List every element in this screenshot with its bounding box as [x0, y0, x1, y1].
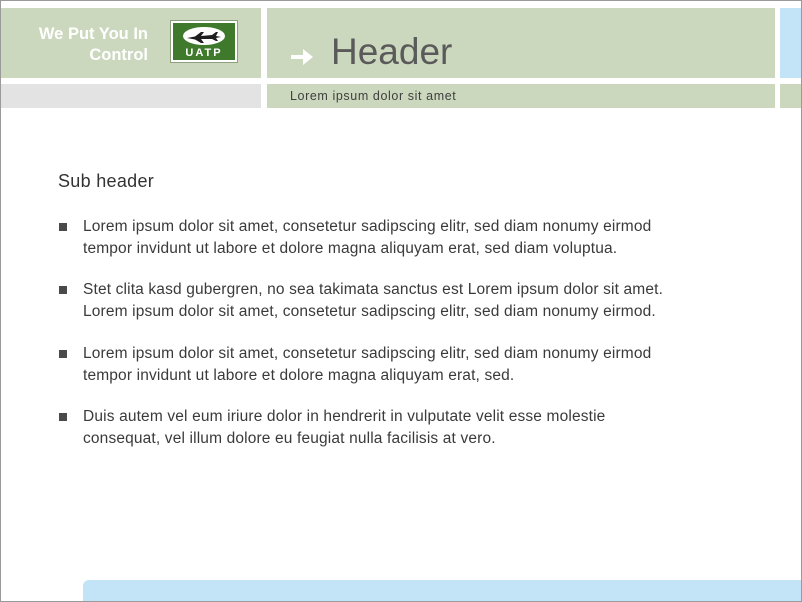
subtitle-text: Lorem ipsum dolor sit amet	[290, 89, 457, 103]
bullet-item	[58, 279, 678, 322]
logo-text: UATP	[185, 47, 223, 59]
bullet-text: Stet clita kasd gubergren, no sea takimata sanctus est Lorem ipsum dolor sit amet. Lorem ipsum dolor sit amet, consetetur sadipscing elitr, sed diam nonumy eirmod.	[83, 281, 664, 321]
brand-block	[1, 8, 261, 78]
green-accent-tab	[780, 84, 802, 108]
bullet-text: Lorem ipsum dolor sit amet, consetetur sadipscing elitr, sed diam nonumy eirmod tempor invidunt ut labore et dolore magna aliquyam erat, sed diam voluptua.	[83, 218, 652, 257]
bullet-item	[58, 406, 678, 449]
tagline-line-1: We Put You In	[38, 25, 148, 43]
bullet-text: Duis autem vel eum iriure dolor in hendrerit in vulputate velit esse molestie consequat, vel illum dolore eu feugiat nulla facilisis at vero.	[83, 408, 606, 447]
bullet-text: Lorem ipsum dolor sit amet, consetetur sadipscing elitr, sed diam nonumy eirmod tempor invidunt ut labore et dolore magna aliquyam erat, sed.	[83, 344, 652, 384]
bullet-square-icon	[59, 223, 67, 231]
blue-accent-tab	[780, 8, 802, 78]
uatp-logo	[170, 20, 238, 63]
header-block	[267, 8, 775, 78]
bullet-square-icon	[59, 413, 67, 421]
page-title: Header	[331, 31, 453, 72]
bottom-accent-bar	[83, 580, 802, 602]
subtitle-bar	[267, 84, 775, 108]
arrow-right-icon	[289, 46, 315, 68]
sub-header: Sub header	[58, 171, 155, 191]
bullet-list	[58, 216, 678, 470]
airplane-icon	[181, 26, 227, 46]
gray-bar	[1, 84, 261, 108]
bullet-item	[58, 343, 678, 386]
brand-tagline	[39, 24, 148, 66]
bullet-square-icon	[59, 286, 67, 294]
bullet-square-icon	[59, 350, 67, 358]
bullet-item	[58, 216, 678, 259]
tagline-line-2: Control	[89, 46, 148, 64]
logo-badge	[173, 23, 235, 60]
